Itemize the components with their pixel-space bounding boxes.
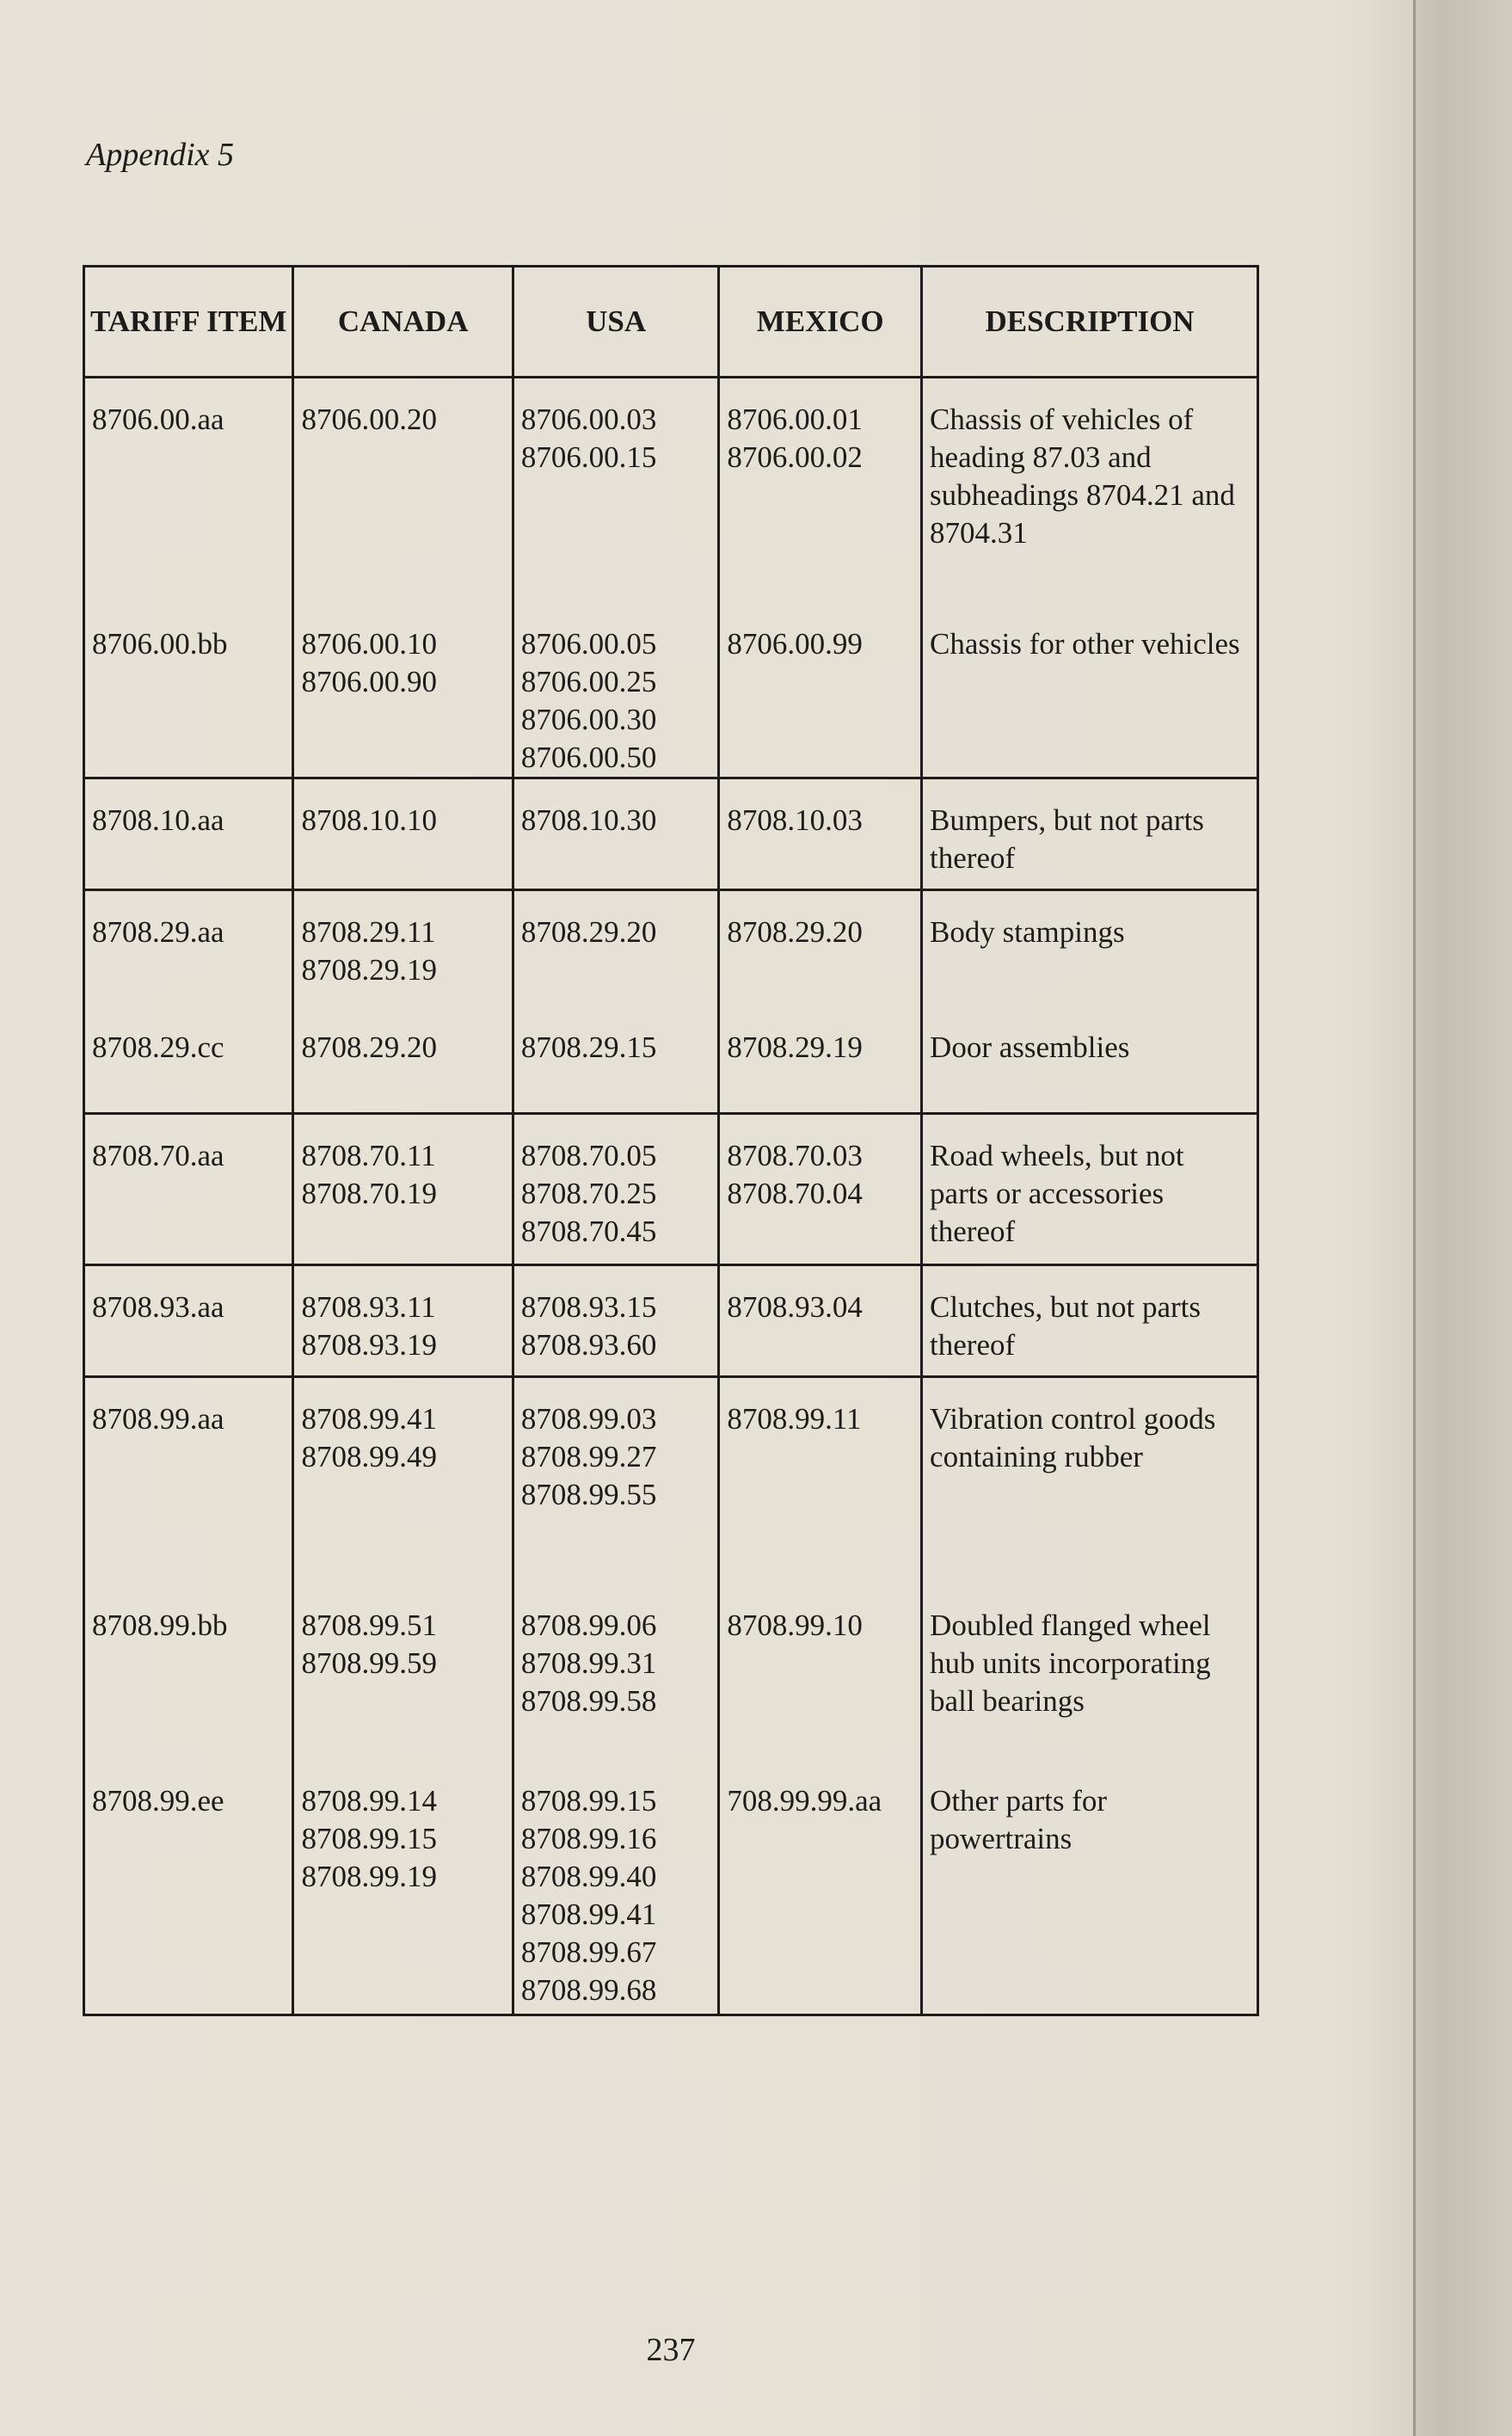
cell-text: 8708.99.68 — [520, 1973, 657, 2007]
cell-text: Doubled flanged wheel hub units incorporating ball bearings — [930, 1609, 1211, 1718]
cell-item — [84, 1756, 293, 2015]
table-row — [84, 1756, 1258, 2015]
cell-text: 8708.70.aa — [92, 1138, 224, 1172]
cell-mexico — [719, 1376, 922, 1559]
cell-item — [84, 1264, 293, 1376]
cell-canada — [293, 1559, 513, 1756]
cell-description — [922, 1113, 1258, 1264]
cell-text: 8708.99.41 — [520, 1898, 657, 1931]
cell-item — [84, 998, 293, 1113]
cell-description — [922, 778, 1258, 889]
cell-text: 8708.99.06 — [520, 1609, 657, 1642]
cell-usa — [513, 591, 719, 778]
cell-text: 8708.99.67 — [520, 1935, 657, 1969]
cell-text: 8708.29.aa — [92, 914, 224, 949]
cell-text: 8708.99.55 — [520, 1477, 657, 1511]
cell-text: Door assemblies — [930, 1030, 1130, 1064]
cell-text: 8708.99.27 — [520, 1439, 657, 1473]
cell-mexico — [719, 1113, 922, 1264]
cell-text: 8706.00.02 — [727, 440, 863, 474]
table-row — [84, 998, 1258, 1113]
cell-text: 8708.99.51 — [301, 1609, 437, 1642]
cell-text: 8708.29.19 — [727, 1030, 863, 1064]
cell-text: 8708.99.59 — [301, 1646, 437, 1680]
cell-canada — [293, 1113, 513, 1264]
cell-text: 8708.29.cc — [92, 1030, 224, 1064]
cell-canada — [293, 1756, 513, 2015]
table-row — [84, 889, 1258, 998]
cell-text: 8708.99.bb — [92, 1609, 228, 1642]
cell-mexico — [719, 778, 922, 889]
cell-canada — [293, 1264, 513, 1376]
cell-description — [922, 889, 1258, 998]
cell-text: 8708.10.10 — [301, 803, 437, 837]
cell-text: 8706.00.03 — [520, 403, 657, 436]
cell-description — [922, 1756, 1258, 2015]
cell-canada — [293, 378, 513, 591]
cell-description — [922, 591, 1258, 778]
cell-item — [84, 591, 293, 778]
cell-text: 8708.99.10 — [727, 1609, 863, 1642]
cell-text: 8708.99.14 — [301, 1784, 437, 1818]
cell-item — [84, 889, 293, 998]
cell-text: 8708.70.11 — [301, 1138, 436, 1172]
cell-text: 8708.99.16 — [520, 1822, 657, 1855]
cell-mexico — [719, 1559, 922, 1756]
cell-usa — [513, 998, 719, 1113]
book-spine-edge — [1413, 0, 1512, 2436]
cell-text: Clutches, but not parts thereof — [930, 1289, 1202, 1362]
cell-text: 8708.70.05 — [520, 1138, 657, 1172]
cell-text: 8706.00.50 — [520, 740, 657, 774]
cell-text: 8708.93.aa — [92, 1289, 224, 1324]
cell-text: Road wheels, but not parts or accessories thereof — [930, 1138, 1184, 1248]
cell-text: 8708.99.15 — [520, 1784, 657, 1818]
cell-mexico — [719, 1756, 922, 2015]
cell-description — [922, 378, 1258, 591]
cell-text: 8708.70.19 — [301, 1176, 437, 1210]
cell-text: Chassis of vehicles of heading 87.03 and subheadings 8704.21 and 8704.31 — [930, 403, 1235, 550]
cell-usa — [513, 778, 719, 889]
cell-description — [922, 998, 1258, 1113]
cell-text: 8706.00.30 — [520, 702, 657, 736]
column-header-tariff-item: TARIFF ITEM — [84, 267, 293, 378]
cell-canada — [293, 1376, 513, 1559]
cell-text: 8708.29.20 — [520, 914, 657, 949]
cell-mexico — [719, 1264, 922, 1376]
cell-text: 8708.99.40 — [520, 1860, 657, 1893]
cell-item — [84, 378, 293, 591]
cell-text: 708.99.99.aa — [727, 1784, 882, 1818]
cell-text: Body stampings — [930, 914, 1125, 949]
cell-text: 8708.29.19 — [301, 952, 437, 987]
cell-item — [84, 1113, 293, 1264]
table-header-row — [84, 267, 1258, 378]
cell-text: 8708.99.11 — [727, 1401, 862, 1436]
cell-text: 8708.93.15 — [520, 1289, 657, 1324]
cell-text: 8706.00.10 — [301, 626, 437, 661]
cell-text: 8708.99.41 — [301, 1401, 437, 1436]
column-header-description: DESCRIPTION — [922, 267, 1258, 378]
cell-item — [84, 778, 293, 889]
cell-description — [922, 1559, 1258, 1756]
cell-usa — [513, 889, 719, 998]
cell-text: 8708.10.03 — [727, 803, 863, 837]
cell-text: 8708.10.aa — [92, 803, 224, 837]
cell-text: 8706.00.25 — [520, 664, 657, 698]
cell-usa — [513, 1113, 719, 1264]
cell-text: 8708.99.31 — [520, 1646, 657, 1680]
cell-text: Chassis for other vehicles — [930, 626, 1240, 661]
cell-item — [84, 1376, 293, 1559]
cell-canada — [293, 889, 513, 998]
page-number: 237 — [646, 2332, 696, 2368]
cell-text: 8708.10.30 — [520, 803, 657, 837]
cell-item — [84, 1559, 293, 1756]
table-row — [84, 1264, 1258, 1376]
cell-text: 8706.00.90 — [301, 664, 437, 698]
cell-text: 8708.29.15 — [520, 1030, 657, 1064]
table-row — [84, 1376, 1258, 1559]
cell-text: 8708.70.03 — [727, 1138, 863, 1172]
cell-usa — [513, 1559, 719, 1756]
cell-description — [922, 1376, 1258, 1559]
cell-mexico — [719, 998, 922, 1113]
cell-text: 8708.93.60 — [520, 1327, 657, 1362]
cell-text: 8708.99.58 — [520, 1684, 657, 1718]
cell-mexico — [719, 889, 922, 998]
cell-text: 8708.99.03 — [520, 1401, 657, 1436]
cell-text: Bumpers, but not parts thereof — [930, 803, 1204, 875]
table-row — [84, 1113, 1258, 1264]
cell-text: 8708.29.11 — [301, 914, 436, 949]
table-body — [84, 378, 1258, 2015]
table-row — [84, 778, 1258, 889]
cell-canada — [293, 998, 513, 1113]
cell-text: 8706.00.aa — [92, 403, 224, 436]
cell-usa — [513, 378, 719, 591]
cell-text: 8708.29.20 — [727, 914, 863, 949]
cell-description — [922, 1264, 1258, 1376]
cell-canada — [293, 778, 513, 889]
cell-mexico — [719, 591, 922, 778]
appendix-heading: Appendix 5 — [86, 137, 235, 173]
cell-text: Other parts for powertrains — [930, 1784, 1108, 1855]
table-row — [84, 378, 1258, 591]
cell-text: 8708.93.19 — [301, 1327, 437, 1362]
cell-text: 8708.93.04 — [727, 1289, 863, 1324]
cell-text: 8708.99.ee — [92, 1784, 224, 1818]
cell-text: 8706.00.15 — [520, 440, 657, 474]
cell-text: 8706.00.99 — [727, 626, 863, 661]
cell-text: 8708.99.49 — [301, 1439, 437, 1473]
table-row — [84, 591, 1258, 778]
tariff-table — [83, 265, 1259, 2016]
cell-usa — [513, 1264, 719, 1376]
cell-text: 8708.99.aa — [92, 1401, 224, 1436]
cell-mexico — [719, 378, 922, 591]
cell-text: 8706.00.bb — [92, 626, 228, 661]
cell-text: 8708.29.20 — [301, 1030, 437, 1064]
cell-text: 8706.00.01 — [727, 403, 863, 436]
cell-canada — [293, 591, 513, 778]
table-row — [84, 1559, 1258, 1756]
cell-text: 8708.70.45 — [520, 1214, 657, 1248]
column-header-usa: USA — [513, 267, 719, 378]
cell-text: 8708.99.19 — [301, 1860, 437, 1893]
cell-text: 8708.99.15 — [301, 1822, 437, 1855]
cell-usa — [513, 1756, 719, 2015]
cell-usa — [513, 1376, 719, 1559]
cell-text: 8708.93.11 — [301, 1289, 436, 1324]
column-header-canada: CANADA — [293, 267, 513, 378]
cell-text: 8706.00.20 — [301, 403, 437, 436]
cell-text: Vibration control goods containing rubber — [930, 1401, 1216, 1473]
column-header-mexico: MEXICO — [719, 267, 922, 378]
cell-text: 8708.70.04 — [727, 1176, 863, 1210]
cell-text: 8708.70.25 — [520, 1176, 657, 1210]
cell-text: 8706.00.05 — [520, 626, 657, 661]
